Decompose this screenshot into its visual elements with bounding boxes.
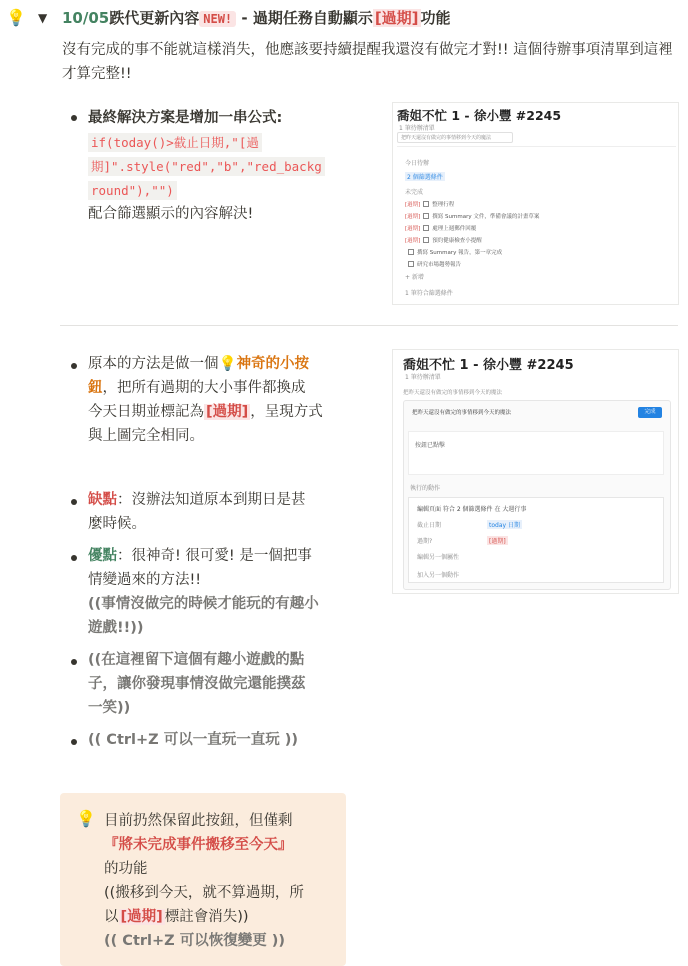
- view-label: 今日待辦: [405, 160, 430, 167]
- todo-row: [過期] 處理上週郵件回覆: [405, 226, 477, 232]
- done-button: 完成: [638, 407, 662, 418]
- heading-title-part2: - 過期任務自動顯示: [236, 9, 373, 27]
- todo-row: [過期] 撰寫 Summary 文件，準備會議的計畫草案: [405, 214, 540, 220]
- bullet-dot: [71, 739, 77, 745]
- bullet-dot: [71, 115, 77, 121]
- callout-box: [60, 793, 346, 966]
- code-line-1: if(today()>截止日期,"[過: [88, 133, 262, 152]
- solution-text: 最終解決方案是增加一串公式:: [88, 110, 283, 126]
- lightbulb-icon: 💡: [6, 8, 26, 27]
- filter-chip: 2 個篩選條件: [407, 174, 443, 181]
- magic-button-link: 神奇的小按: [236, 356, 310, 372]
- heading-date: 10/05: [62, 9, 110, 27]
- lightbulb-icon: 💡: [76, 809, 96, 828]
- callout-text: 目前扔然保留此按鈕，但僅剩 『將未完成事件搬移至今天』 的功能 ((搬移到今天，就不算過期，所 以 [過期] 標註會消失)) (( Ctrl+Z 可以恢復變更 )): [104, 809, 340, 953]
- callout-highlight: 『將未完成事件搬移至今天』: [104, 837, 293, 853]
- heading-title-part3: 功能: [420, 9, 451, 27]
- code-line-3: round"),""): [88, 181, 177, 200]
- toggle-heading[interactable]: [62, 6, 451, 31]
- shot-footer: 1 筆符合篩選條件: [405, 290, 453, 297]
- cons-text: 缺點：沒辦法知道原本到期日是甚 麼時候。: [88, 492, 306, 532]
- pros-label: 優點: [88, 548, 117, 564]
- screenshot-button-config: 喬姐不忙 1 - 徐小豐 #2245 1 筆待辦清單 把昨天還沒有做完的事情移到今天的魔法 把昨天還沒有做完的事情移到今天的魔法 完成 按鈕已點擊 執行的動作 編輯頁面 符合 2 個篩選條件 在 大週行事 截止日期 today 日期 過期? [過期] 編輯另一個屬性 加入另一個動作: [392, 349, 679, 594]
- shot-title: 喬姐不忙 1 - 徐小豐 #2245: [397, 108, 562, 123]
- new-row-label: + 新增: [405, 274, 424, 281]
- expired-tag: [過期]: [120, 909, 163, 925]
- todo-row: [過期] 預約健康檢查小提醒: [405, 238, 482, 244]
- expired-tag: [過期]: [206, 404, 249, 420]
- bullet-dot: [71, 363, 77, 369]
- bullet-dot: [71, 555, 77, 561]
- pros-text: 優點：很神奇! 很可愛! 是一個把事 情變過來的方法!! ((事情沒做完的時候才能玩的有趣小 遊戲!!)): [88, 548, 319, 636]
- formula-code: [88, 131, 348, 203]
- heading-title-part1: 跌代更新內容: [109, 9, 200, 27]
- expired-tag: [過期]: [374, 9, 419, 27]
- original-method-text: 原本的方法是做一個💡神奇的小按 鈕，把所有過期的大小事件都換成 今天日期並標記為 [過期] ，呈現方式 與上圖完全相同。: [88, 356, 323, 444]
- magic-button: 把昨天還沒有做完的事情移到今天的魔法: [397, 132, 513, 143]
- new-badge: NEW!: [199, 11, 236, 27]
- lightbulb-icon: 💡: [218, 356, 237, 372]
- screenshot-filter-view: [392, 102, 679, 305]
- ctrl-z-note: (( Ctrl+Z 可以一直玩一直玩 )): [88, 732, 299, 748]
- toggle-triangle-icon[interactable]: ▼: [38, 11, 48, 25]
- code-line-2: 期]".style("red","b","red_backg: [88, 157, 325, 176]
- divider: [60, 325, 678, 326]
- group-label: 未完成: [405, 189, 424, 196]
- cons-label: 缺點: [88, 492, 117, 508]
- note-text: ((在這裡留下這個有趣小遊戲的點 子，讓你發現事情沒做完還能撲茲 一笑)): [88, 652, 306, 716]
- bullet-dot: [71, 659, 77, 665]
- solution-end-text: 配合篩選顯示的內容解決!: [88, 206, 254, 222]
- shot-subtitle: 1 筆待辦清單: [399, 125, 435, 132]
- todo-row: 研究市場趨勢報告: [405, 259, 461, 269]
- intro-paragraph: 沒有完成的事不能就這樣消失，他應該要持續提醒我還沒有做完才對!! 這個待辦事項清單到這裡才算完整!!: [62, 42, 673, 82]
- bullet-dot: [71, 499, 77, 505]
- button-config-panel: 把昨天還沒有做完的事情移到今天的魔法 完成 按鈕已點擊 執行的動作 編輯頁面 符合 2 個篩選條件 在 大週行事 截止日期 today 日期 過期? [過期] 編輯另一個屬性 加入另一個動作: [403, 400, 671, 590]
- todo-row: [過期] 整理行程: [405, 202, 455, 208]
- todo-row: 撰寫 Summary 報告，第一章完成: [405, 247, 502, 257]
